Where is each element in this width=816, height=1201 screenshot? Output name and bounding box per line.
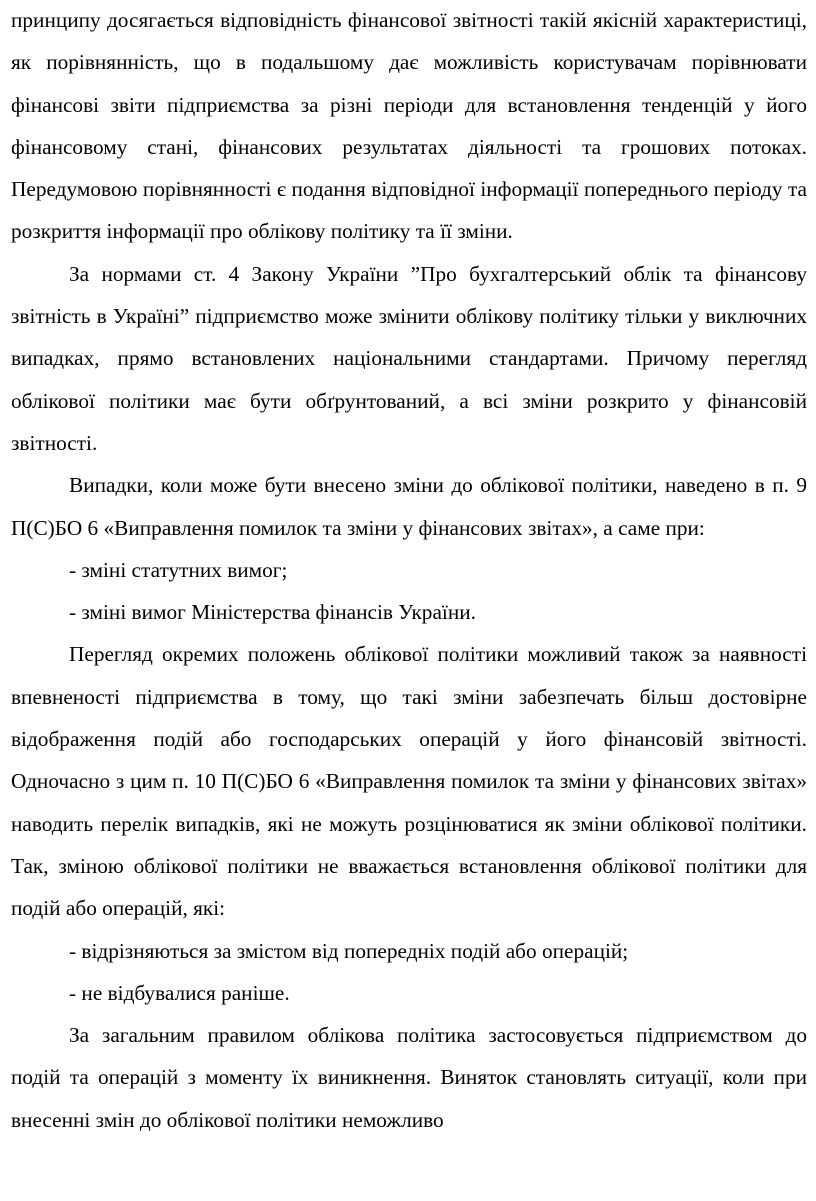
list-item: - не відбувалися раніше. xyxy=(69,980,290,1005)
paragraph-general-rule: За загальним правилом облікова політика застосовується підприємством до подій та операцій з моменту їх виникнення. Виняток становлять ситуації, коли при внесенні змін до облікової політики неможливо xyxy=(11,1023,807,1132)
paragraph-revision: Перегляд окремих положень облікової політики можливий також за наявності впевненості підприємства в тому, що такі зміни забезпечать більш достовірне відображення подій або господарських операцій у його фінансовій звітності. Одночасно з цим п. 10 П(С)БО 6 «Виправлення помилок та зміни у фінансових звітах» наводить перелік випадків, які не можуть розцінюватися як зміни облікової політики. Так, зміною облікової політики не вважається встановлення облікової політики для подій або операцій, які: xyxy=(11,642,807,921)
paragraph-comparability: принципу досягається відповідність фінансової звітності такій якісній характеристиці, як порівнянність, що в подальшому дає можливість користувачам порівнювати фінансові звіти підприємства за різні періоди для встановлення тенденцій у його фінансовому стані, фінансових результатах діяльності та грошових потоках. Передумовою порівнянності є подання відповідної інформації попереднього періоду та розкриття інформації про облікову політику та її зміни. xyxy=(11,8,807,244)
list-item: - зміні статутних вимог; xyxy=(69,557,288,582)
list-item: - зміні вимог Міністерства фінансів України. xyxy=(69,600,476,625)
paragraph-change-cases: Випадки, коли може бути внесено зміни до облікової політики, наведено в п. 9 П(С)БО 6 «Виправлення помилок та зміни у фінансових звітах», а саме при: xyxy=(11,473,807,540)
list-item: - відрізняються за змістом від попередніх подій або операцій; xyxy=(69,938,629,963)
paragraph-law-article-4: За нормами ст. 4 Закону України ”Про бухгалтерський облік та фінансову звітність в Україні” підприємство може змінити облікову політику тільки у виключних випадках, прямо встановлених національними стандартами. Причому перегляд облікової політики має бути обґрунтований, а всі зміни розкрито у фінансовій звітності. xyxy=(11,261,807,455)
document-page xyxy=(11,0,807,1141)
